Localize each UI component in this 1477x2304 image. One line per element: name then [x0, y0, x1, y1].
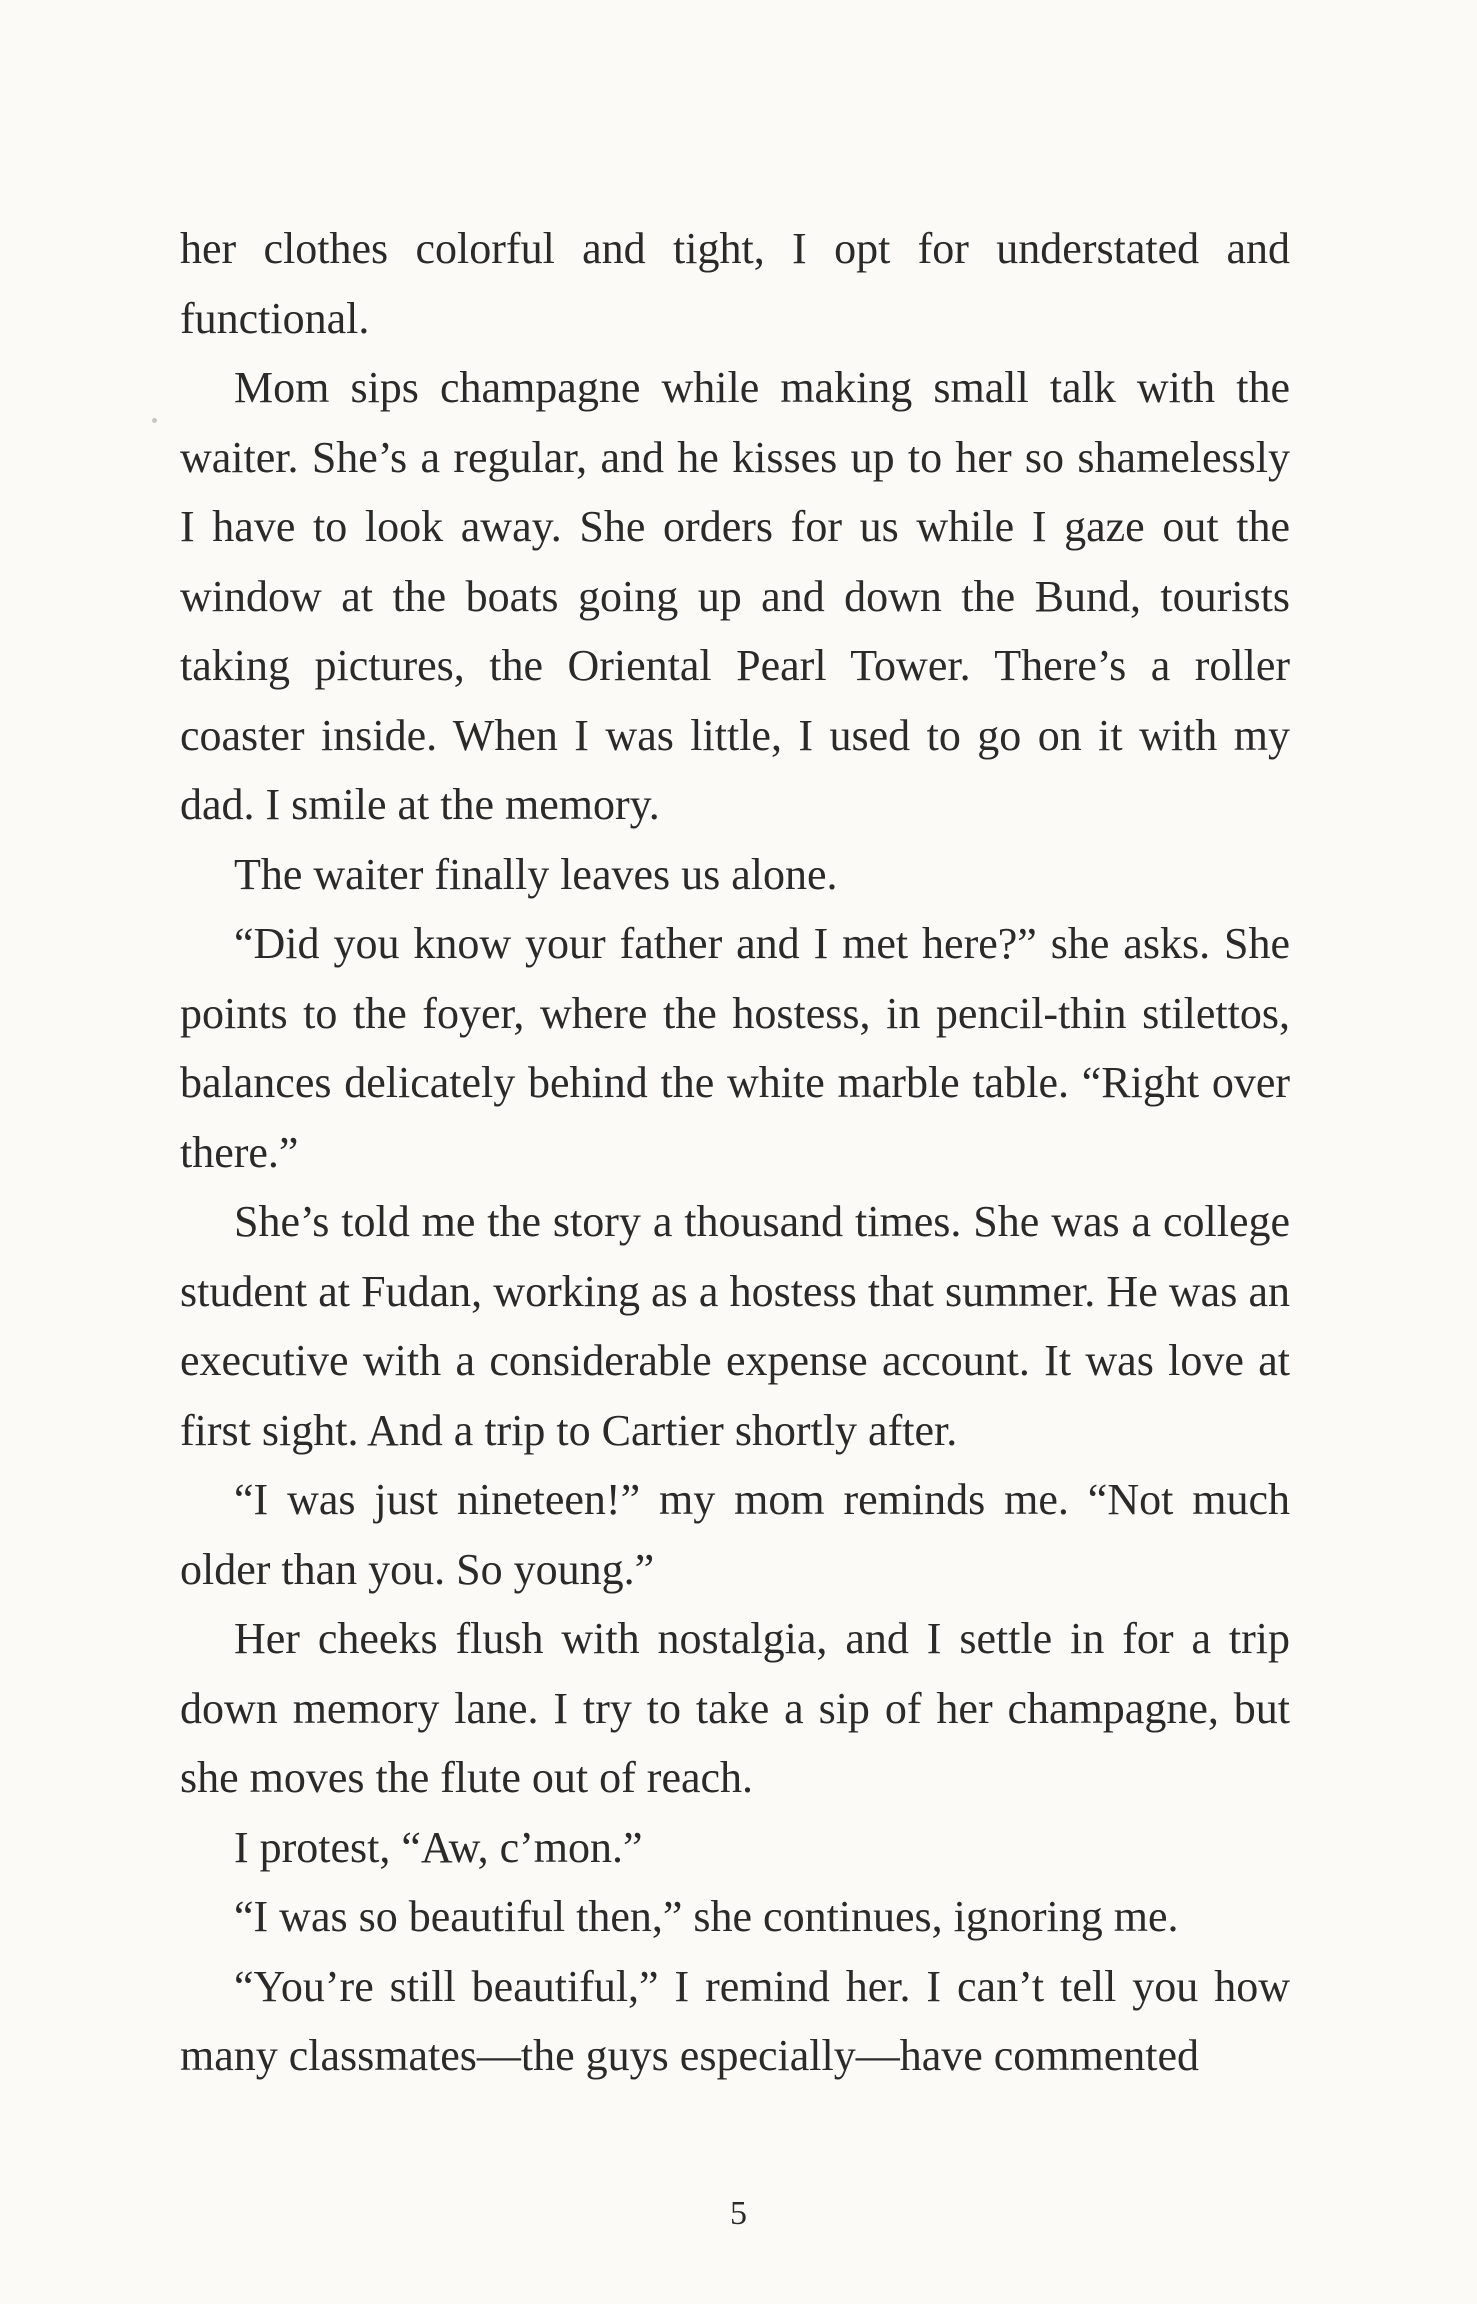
paragraph-2: Mom sips champagne while making small talk with the waiter. She’s a regular, and he kisses up to her so shamelessly I have to look away. She orders for us while I gaze out the window at the boats going up and down the Bund, tourists taking pictures, the Oriental Pearl Tower. There’s a roller coaster inside. When I was little, I used to go on it with my dad. I smile at the memory. — [180, 363, 1290, 829]
paper-speck — [152, 418, 157, 423]
paragraph-7: Her cheeks flush with nostalgia, and I settle in for a trip down memory lane. I try to take a sip of her champagne, but she moves the flute out of reach. — [180, 1614, 1290, 1802]
body-text — [180, 214, 1290, 2091]
page-number: 5 — [730, 2195, 747, 2232]
paragraph-4: “Did you know your father and I met here?” she asks. She points to the foyer, where the hostess, in pencil-thin stilettos, balances delicately behind the white marble table. “Right over there.” — [180, 919, 1290, 1177]
paragraph-6: “I was just nineteen!” my mom reminds me. “Not much older than you. So young.” — [180, 1475, 1290, 1594]
paragraph-10: “You’re still beautiful,” I remind her. I can’t tell you how many classmates—the guys especially—have commented — [180, 1961, 1290, 2080]
paragraph-9: “I was so beautiful then,” she continues, ignoring me. — [234, 1892, 1179, 1941]
paragraph-3: The waiter finally leaves us alone. — [234, 849, 838, 899]
paragraph-8: I protest, “Aw, c’mon.” — [234, 1822, 643, 1872]
paragraph-5: She’s told me the story a thousand times. She was a college student at Fudan, working as a hostess that summer. He was an executive with a considerable expense account. It was love at first sight. And a trip to Cartier shortly after. — [180, 1197, 1290, 1455]
paragraph-1: her clothes colorful and tight, I opt for understated and functional. — [180, 224, 1290, 343]
